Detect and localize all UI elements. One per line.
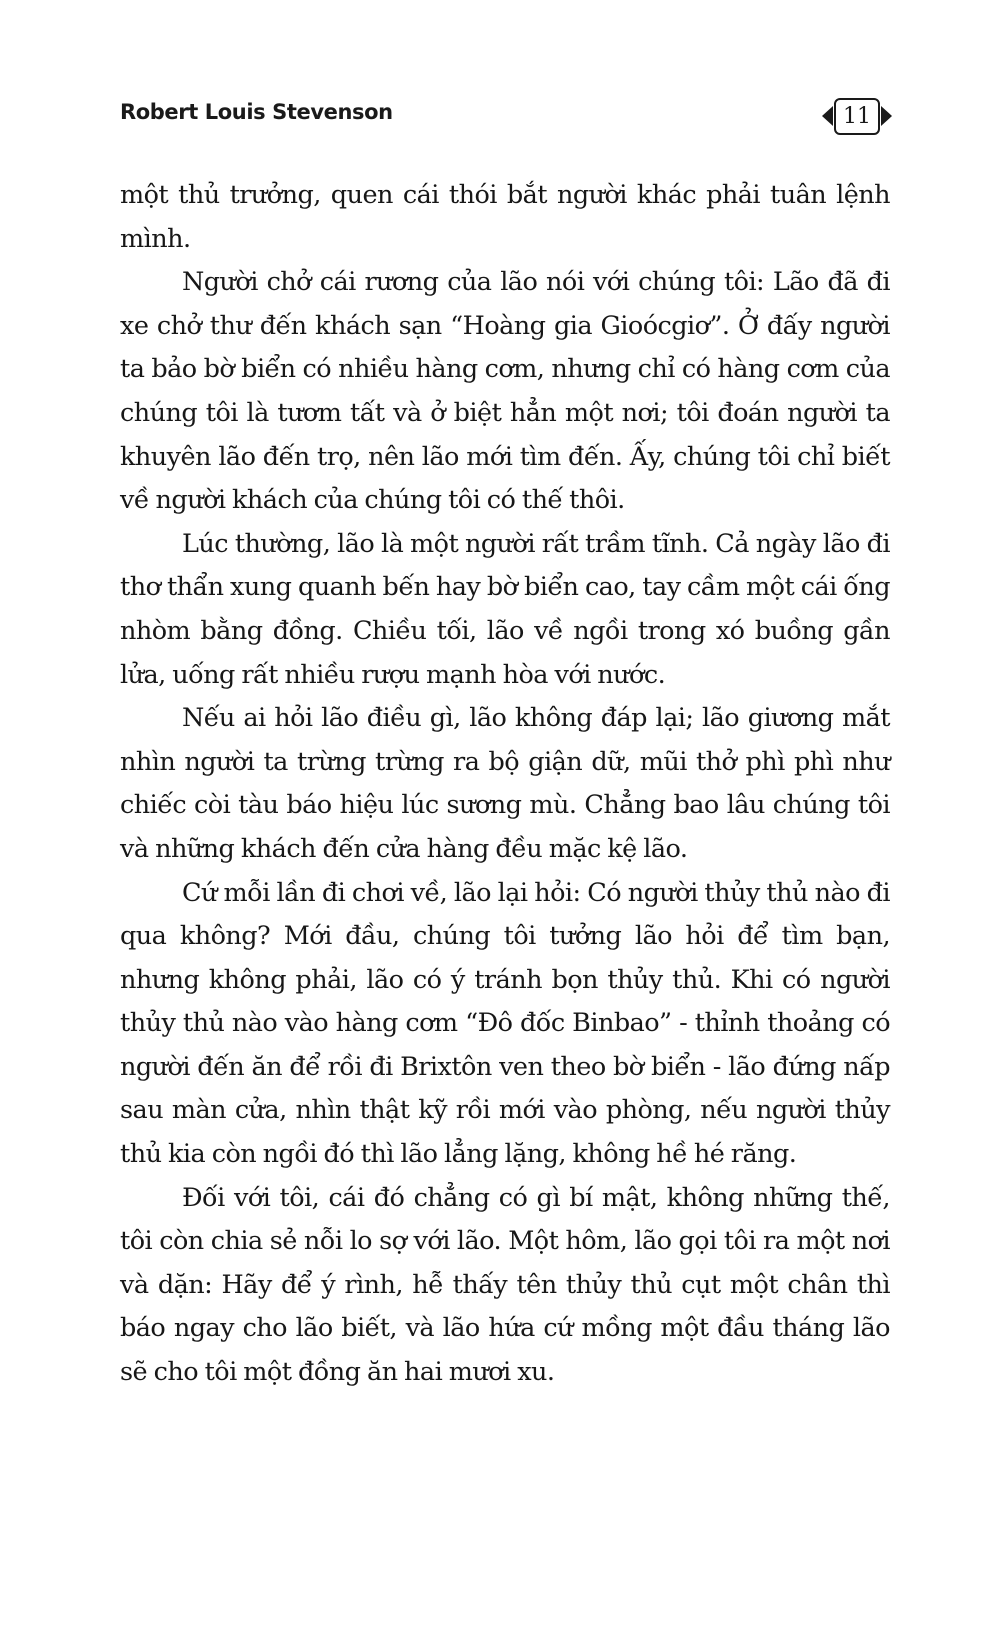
paragraph: Đối với tôi, cái đó chẳng có gì bí mật, không những thế, tôi còn chia sẻ nỗi lo sợ với lão. Một hôm, lão gọi tôi ra một nơi và dặn: Hãy để ý rình, hễ thấy tên thủy thủ cụt một chân thì báo ngay cho lão biết, và lão hứa cứ mồng một đầu tháng lão sẽ cho tôi một đồng ăn hai mươi xu. xyxy=(120,1182,890,1388)
page-number-badge xyxy=(822,96,892,136)
page-number: 11 xyxy=(834,98,880,135)
page-header xyxy=(120,96,892,136)
paragraph: Người chở cái rương của lão nói với chúng tôi: Lão đã đi xe chở thư đến khách sạn “Hoàng gia Gioócgiơ”. Ở đấy người ta bảo bờ biển có nhiều hàng cơm, nhưng chỉ có hàng cơm của chúng tôi là tươm tất và ở biệt hẳn một nơi; tôi đoán người ta khuyên lão đến trọ, nên lão mới tìm đến. Ấy, chúng tôi chỉ biết về người khách của chúng tôi có thế thôi. xyxy=(120,267,890,516)
paragraph-continued: một thủ trưởng, quen cái thói bắt người khác phải tuân lệnh mình. xyxy=(120,180,890,254)
paragraph: Lúc thường, lão là một người rất trầm tĩnh. Cả ngày lão đi thơ thẩn xung quanh bến hay bờ biển cao, tay cầm một cái ống nhòm bằng đồng. Chiều tối, lão về ngồi trong xó buồng gần lửa, uống rất nhiều rượu mạnh hòa với nước. xyxy=(120,528,890,690)
running-head-author: Robert Louis Stevenson xyxy=(120,100,393,124)
triangle-left-icon xyxy=(822,106,833,126)
paragraph: Nếu ai hỏi lão điều gì, lão không đáp lại; lão giương mắt nhìn người ta trừng trừng ra bộ giận dữ, mũi thở phì phì như chiếc còi tàu báo hiệu lúc sương mù. Chẳng bao lâu chúng tôi và những khách đến cửa hàng đều mặc kệ lão. xyxy=(120,703,890,864)
paragraph: Cứ mỗi lần đi chơi về, lão lại hỏi: Có người thủy thủ nào đi qua không? Mới đầu, chúng tôi tưởng lão hỏi để tìm bạn, nhưng không phải, lão có ý tránh bọn thủy thủ. Khi có người thủy thủ nào vào hàng cơm “Đô đốc Binbao” - thỉnh thoảng có người đến ăn để rồi đi Brixtôn ven theo bờ biển - lão đứng nấp sau màn cửa, nhìn thật kỹ rồi mới vào phòng, nếu người thủy thủ kia còn ngồi đó thì lão lẳng lặng, không hề hé răng. xyxy=(120,877,890,1170)
triangle-right-icon xyxy=(881,106,892,126)
body-text xyxy=(120,174,890,1395)
